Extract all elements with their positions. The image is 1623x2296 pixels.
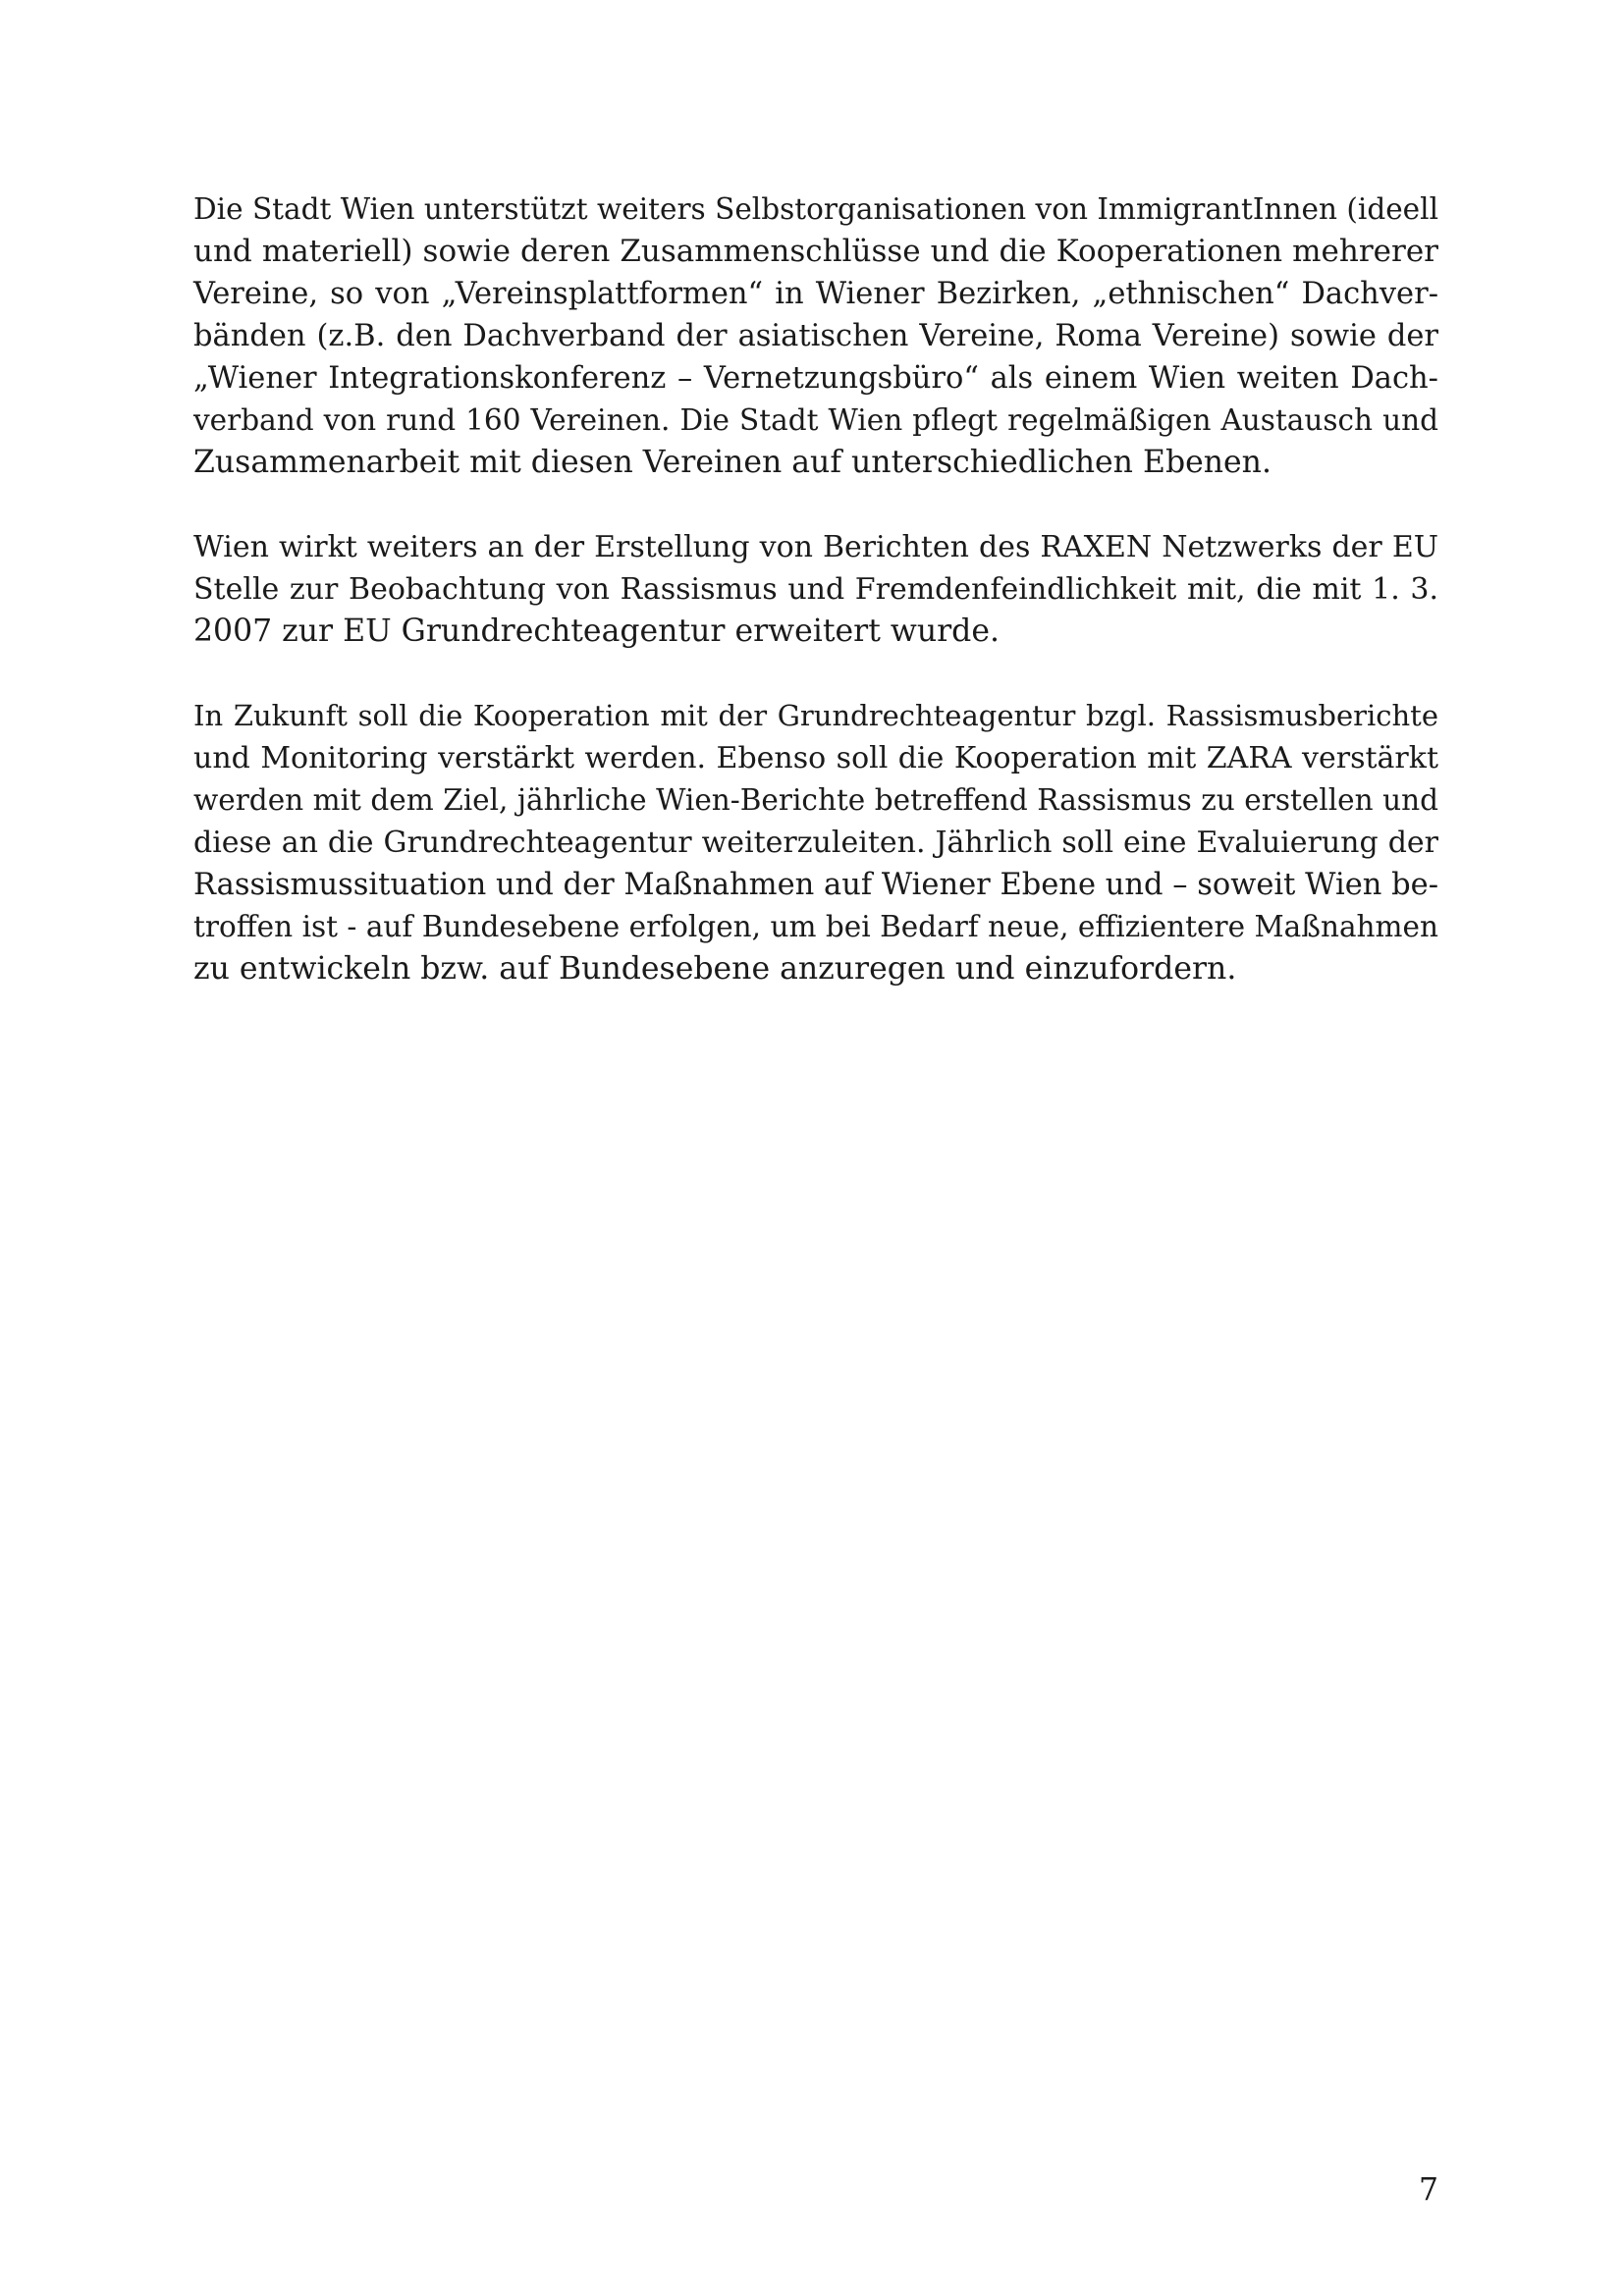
paragraph-1 [193, 188, 1438, 484]
text-line: troffen ist - auf Bundesebene erfolgen, um bei Bedarf neue, effizientere Maßnahmen [193, 910, 1438, 943]
text-line: Die Stadt Wien unterstützt weiters Selbstorganisationen von ImmigrantInnen (ideell [193, 192, 1438, 226]
page-number: 7 [1418, 2172, 1438, 2208]
text-line: und materiell) sowie deren Zusammenschlüsse und die Kooperationen mehrerer [193, 234, 1438, 269]
body-text [193, 188, 1438, 1033]
text-line: Rassismussituation und der Maßnahmen auf Wiener Ebene und – soweit Wien be- [193, 868, 1438, 902]
paragraph-3 [193, 695, 1438, 990]
text-line: diese an die Grundrechteagentur weiterzuleiten. Jährlich soll eine Evaluierung der [193, 826, 1438, 860]
paragraph-2 [193, 526, 1438, 653]
text-line: Vereine, so von „Vereinsplattformen“ in Wiener Bezirken, „ethnischen“ Dachver- [193, 277, 1438, 311]
text-line: und Monitoring verstärkt werden. Ebenso soll die Kooperation mit ZARA verstärkt [193, 741, 1438, 775]
text-line: In Zukunft soll die Kooperation mit der Grundrechteagentur bzgl. Rassismusberichte [193, 699, 1438, 732]
text-line: „Wiener Integrationskonferenz – Vernetzungsbüro“ als einem Wien weiten Dach- [193, 361, 1438, 396]
text-line: bänden (z.B. den Dachverband der asiatischen Vereine, Roma Vereine) sowie der [193, 319, 1438, 353]
text-line: zu entwickeln bzw. auf Bundesebene anzuregen und einzufordern. [193, 951, 1237, 987]
text-line: Wien wirkt weiters an der Erstellung von Berichten des RAXEN Netzwerks der EU [193, 530, 1438, 564]
text-line: Zusammenarbeit mit diesen Vereinen auf unterschiedlichen Ebenen. [193, 445, 1271, 480]
text-line: werden mit dem Ziel, jährliche Wien-Berichte betreffend Rassismus zu erstellen und [193, 783, 1438, 817]
text-line: Stelle zur Beobachtung von Rassismus und Fremdenfeindlichkeit mit, die mit 1. 3. [193, 572, 1438, 607]
text-line: verband von rund 160 Vereinen. Die Stadt Wien pflegt regelmäßigen Austausch und [193, 403, 1438, 437]
text-line: 2007 zur EU Grundrechteagentur erweitert wurde. [193, 614, 1000, 649]
